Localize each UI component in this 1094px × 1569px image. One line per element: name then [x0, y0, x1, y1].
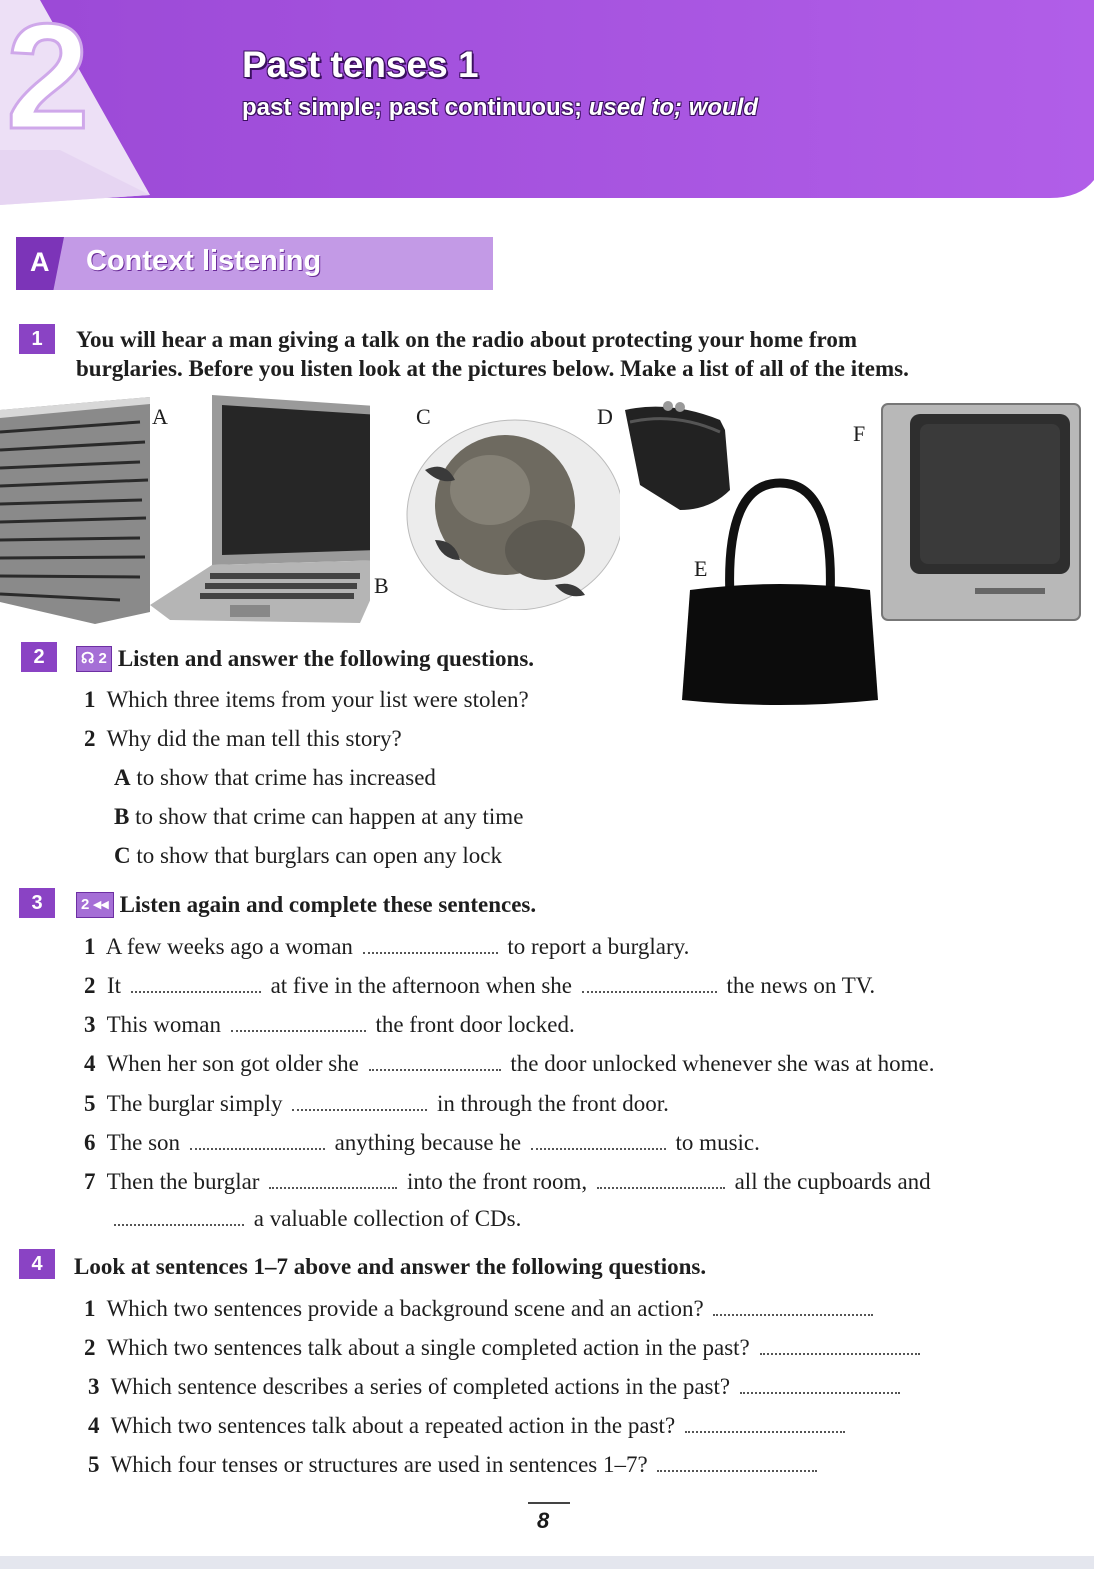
exercise-2-instruction: ☊ 2 Listen and answer the following questions.	[76, 644, 534, 673]
list-item: 2 Why did the man tell this story?	[84, 726, 402, 751]
answer-blank[interactable]	[685, 1431, 845, 1433]
sentence-4: 4 When her son got older she the door unlocked whenever she was at home.	[84, 1051, 935, 1076]
section-header	[16, 237, 493, 290]
sentence-7: 7 Then the burglar into the front room, all the cupboards and	[84, 1169, 931, 1194]
picture-label-d: D	[597, 404, 613, 429]
sentence-5: 5 The burglar simply in through the front door.	[84, 1091, 669, 1116]
exercise-number: 4	[19, 1249, 55, 1279]
roast-chicken-picture	[405, 410, 620, 610]
question-2: 2 Which two sentences talk about a single completed action in the past?	[84, 1333, 924, 1363]
answer-blank[interactable]	[657, 1470, 817, 1472]
audio-track-badge[interactable]: 2 ◂◂	[76, 892, 114, 918]
unit-number: 2	[6, 0, 90, 160]
answer-blank[interactable]	[292, 1109, 427, 1111]
answer-blank[interactable]	[531, 1148, 666, 1150]
exercise-number: 3	[19, 888, 55, 918]
question-3: 3 Which sentence describes a series of completed actions in the past?	[88, 1372, 904, 1402]
unit-subtitle: past simple; past continuous; used to; would	[242, 94, 759, 121]
bottom-border	[0, 1556, 1094, 1569]
option-c: C to show that burglars can open any lock	[114, 843, 502, 868]
sentence-3: 3 This woman the front door locked.	[84, 1012, 575, 1037]
sentence-6: 6 The son anything because he to music.	[84, 1130, 760, 1155]
picture-label-b: B	[374, 573, 389, 598]
exercise-3-instruction: 2 ◂◂ Listen again and complete these sentences.	[76, 890, 536, 919]
answer-blank[interactable]	[231, 1030, 366, 1032]
answer-blank[interactable]	[713, 1314, 873, 1316]
option-a: A to show that crime has increased	[114, 765, 436, 790]
exercise-1-instruction-line-1: You will hear a man giving a talk on the radio about protecting your home from	[76, 327, 857, 352]
answer-blank[interactable]	[114, 1224, 244, 1226]
sentence-7-continued: a valuable collection of CDs.	[114, 1204, 521, 1234]
exercise-1-instruction-line-2: burglaries. Before you listen look at the pictures below. Make a list of all of the items.	[76, 356, 909, 381]
exercise-number: 2	[21, 642, 57, 672]
television-picture	[880, 402, 1082, 624]
answer-blank[interactable]	[740, 1392, 900, 1394]
answer-blank[interactable]	[269, 1187, 397, 1189]
question-1: 1 Which two sentences provide a background scene and an action?	[84, 1294, 877, 1324]
page-number-rule	[528, 1502, 570, 1504]
exercise-4-instruction: Look at sentences 1–7 above and answer the following questions.	[74, 1254, 707, 1279]
exercise-number: 1	[19, 324, 55, 354]
unit-title: Past tenses 1	[242, 44, 479, 85]
page-number: 8	[537, 1508, 550, 1533]
laptop-picture	[150, 395, 370, 630]
list-item: 1 Which three items from your list were stolen?	[84, 687, 529, 712]
picture-label-c: C	[416, 404, 431, 429]
section-letter: A	[30, 247, 50, 277]
picture-label-a: A	[152, 404, 168, 429]
cd-stack-picture	[0, 392, 150, 624]
answer-blank[interactable]	[190, 1148, 325, 1150]
picture-label-f: F	[853, 421, 866, 446]
question-5: 5 Which four tenses or structures are used in sentences 1–7?	[88, 1450, 821, 1480]
answer-blank[interactable]	[363, 952, 498, 954]
audio-track-badge[interactable]: ☊ 2	[76, 646, 112, 672]
sentence-1: 1 A few weeks ago a woman to report a burglary.	[84, 934, 690, 959]
picture-label-e: E	[694, 556, 708, 581]
answer-blank[interactable]	[760, 1353, 920, 1355]
answer-blank[interactable]	[369, 1069, 501, 1071]
handbag-picture	[680, 478, 880, 708]
answer-blank[interactable]	[582, 991, 717, 993]
answer-blank[interactable]	[131, 991, 261, 993]
section-title: Context listening	[86, 245, 322, 277]
answer-blank[interactable]	[597, 1187, 725, 1189]
option-b: B to show that crime can happen at any time	[114, 804, 524, 829]
question-4: 4 Which two sentences talk about a repeated action in the past?	[88, 1411, 849, 1441]
sentence-2: 2 It at five in the afternoon when she the news on TV.	[84, 973, 876, 998]
